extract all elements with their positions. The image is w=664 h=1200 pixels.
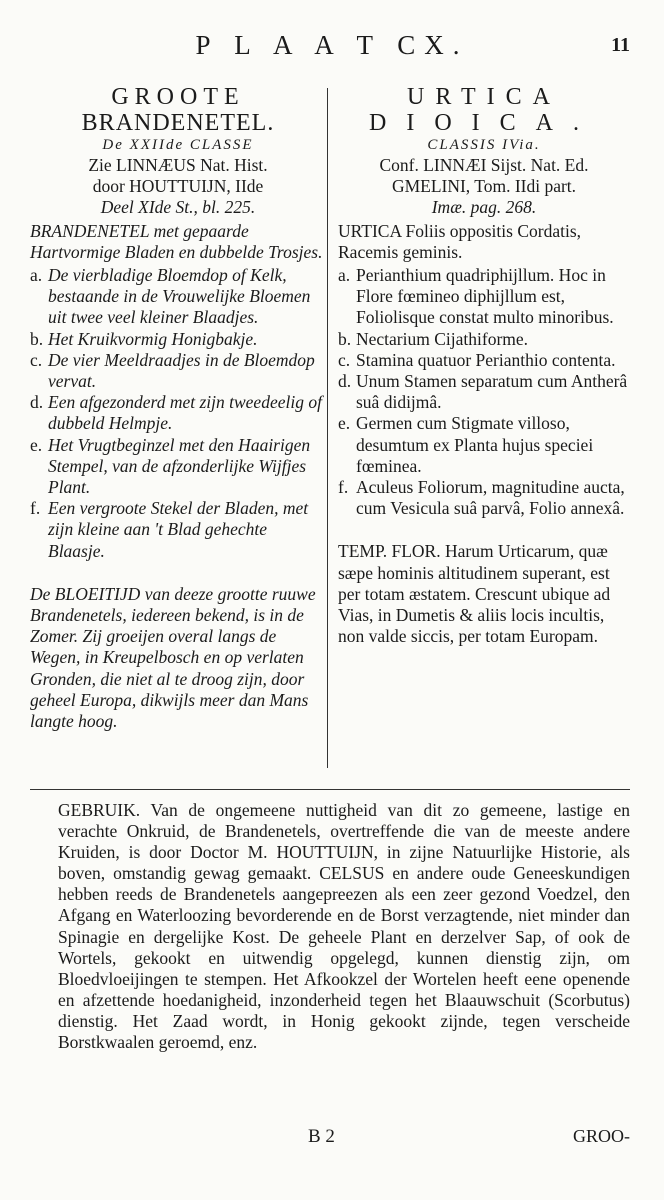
- item-text: Germen cum Stigmate villoso, desumtum ex Planta hujus speciei fœminea.: [356, 413, 594, 476]
- item-label: e.: [338, 413, 351, 434]
- item-text: Perianthium quadriphijllum. Hoc in Flore fœmineo diphijllum est, Foliolisque constat multo minoribus.: [356, 265, 614, 328]
- item-text: De vierbladige Bloemdop of Kelk, bestaande in de Vrouwelijke Bloemen uit twee veel kleiner Blaadjes.: [48, 265, 311, 328]
- dutch-item-d: [30, 392, 326, 434]
- latin-column: [338, 84, 630, 647]
- dutch-item-e: [30, 435, 326, 499]
- latin-reference-1: Conf. LINNÆI Sijst. Nat. Ed.: [379, 155, 589, 175]
- latin-item-f: [338, 477, 630, 519]
- item-text: Stamina quatuor Perianthio contenta.: [356, 349, 616, 370]
- column-divider: [327, 88, 328, 768]
- page-number: 11: [611, 34, 630, 56]
- item-text: Een vergroote Stekel der Bladen, met zijn kleine aan 't Blad gehechte Blaasje.: [48, 498, 309, 561]
- dutch-item-b: [30, 329, 326, 350]
- latin-item-a: [338, 265, 630, 329]
- item-text: Het Vrugtbeginzel met den Haairigen Stempel, van de afzonderlijke Wijfjes Plant.: [48, 434, 311, 498]
- item-label: b.: [30, 328, 44, 349]
- dutch-class-line: De XXIIde CLASSE: [102, 137, 254, 153]
- usage-paragraph: GEBRUIK. Van de ongemeene nuttigheid van dit zo gemeene, lastige en verachte Onkruid, de Brandenetels, overtreffende die van de meeste andere Kruiden, is door Doctor M. HOUTTUIJN, in zijne Natuurlijke Historie, als boven, omstandig gewag gemaakt. CELSUS en andere oude Geneeskundigen hebben reeds de Brandenetels aangepreezen als een zeer gezond Voedzel, den Afgang en Waterloozing bevorderende en de Borst verzagtende, niet minder dan Spinagie en dergelijke Kost. De geheele Plant en derzelver Sap, of ook de Wortels, gekookt en uitwendig opgelegd, kunnen dienstig zijn, om Bloedvloeijingen te stempen. Het Afkookzel der Wortelen heeft eene openende en afzettende hoedanigheid, inzonderheid tegen het Blaauwschuit (Scorbutus) dienstig. Het Zaad wordt, in Honig gekookt zijnde, tegen verscheide Borstkwaalen geroemd, enz.: [58, 800, 630, 1053]
- latin-title-line2: DIOICA.: [369, 110, 599, 136]
- dutch-column: [30, 84, 326, 732]
- latin-flowering-paragraph: TEMP. FLOR. Harum Urticarum, quæ sæpe hominis altitudinem superant, est per totam æstatem. Crescunt ubique ad Vias, in Dumetis & aliis locis incultis, non valde siccis, per totam Europam.: [338, 541, 611, 647]
- item-label: c.: [338, 349, 351, 370]
- dutch-title-line1: GROOTE: [111, 84, 245, 110]
- item-label: a.: [30, 265, 43, 286]
- dutch-description: BRANDENETEL met gepaarde Hartvormige Bladen en dubbelde Trosjes.: [30, 220, 323, 262]
- dutch-item-c: [30, 350, 326, 392]
- item-label: f.: [338, 477, 349, 498]
- item-label: b.: [338, 328, 352, 349]
- latin-item-c: [338, 350, 630, 371]
- dutch-flowering-paragraph: De BLOEITIJD van deeze grootte ruuwe Brandenetels, iedereen bekend, is in de Zomer. Zij groeijen overal langs de Wegen, in Kreupelbosch en op verlaten Gronden, die niet al te droog zijn, door geheel Europa, dikwijls meer dan Mans langte hoog.: [30, 583, 316, 732]
- item-label: d.: [338, 371, 352, 392]
- latin-reference-3: Imæ. pag. 268.: [431, 197, 537, 218]
- latin-description: URTICA Foliis oppositis Cordatis, Racemis geminis.: [338, 220, 582, 262]
- signature-mark: B 2: [308, 1126, 335, 1147]
- section-rule: [30, 789, 630, 790]
- dutch-reference-3: Deel XIde St., bl. 225.: [100, 197, 256, 218]
- dutch-item-a: [30, 265, 326, 329]
- latin-title-line1: URTICA: [407, 84, 561, 110]
- latin-item-b: [338, 329, 630, 350]
- item-text: Nectarium Cijathiforme.: [356, 328, 529, 349]
- dutch-reference-2: door HOUTTUIJN, IIde: [92, 176, 264, 197]
- item-label: a.: [338, 265, 351, 286]
- item-label: d.: [30, 392, 44, 413]
- item-text: Unum Stamen separatum cum Antherâ suâ didijmâ.: [356, 371, 628, 413]
- dutch-item-f: [30, 498, 326, 562]
- latin-class-line: CLASSIS IVia.: [427, 137, 541, 153]
- item-label: c.: [30, 349, 43, 370]
- dutch-reference-1: Zie LINNÆUS Nat. Hist.: [88, 155, 268, 175]
- item-text: De vier Meeldraadjes in de Bloemdop vervat.: [48, 349, 315, 392]
- latin-item-e: [338, 413, 630, 477]
- plate-title: P L A A T CX.: [195, 30, 469, 60]
- item-label: e.: [30, 434, 43, 455]
- latin-item-d: [338, 371, 630, 413]
- catchword: GROO-: [573, 1126, 630, 1146]
- latin-reference-2: GMELINI, Tom. IIdi part.: [391, 176, 577, 197]
- item-text: Aculeus Foliorum, magnitudine aucta, cum Vesicula suâ parvâ, Folio annexâ.: [356, 477, 625, 519]
- item-label: f.: [30, 498, 41, 519]
- item-text: Het Kruikvormig Honigbakje.: [48, 328, 258, 349]
- dutch-title-line2: BRANDENETEL.: [81, 110, 275, 136]
- item-text: Een afgezonderd met zijn tweedeelig of dubbeld Helmpje.: [48, 392, 322, 434]
- page-header: [0, 30, 664, 62]
